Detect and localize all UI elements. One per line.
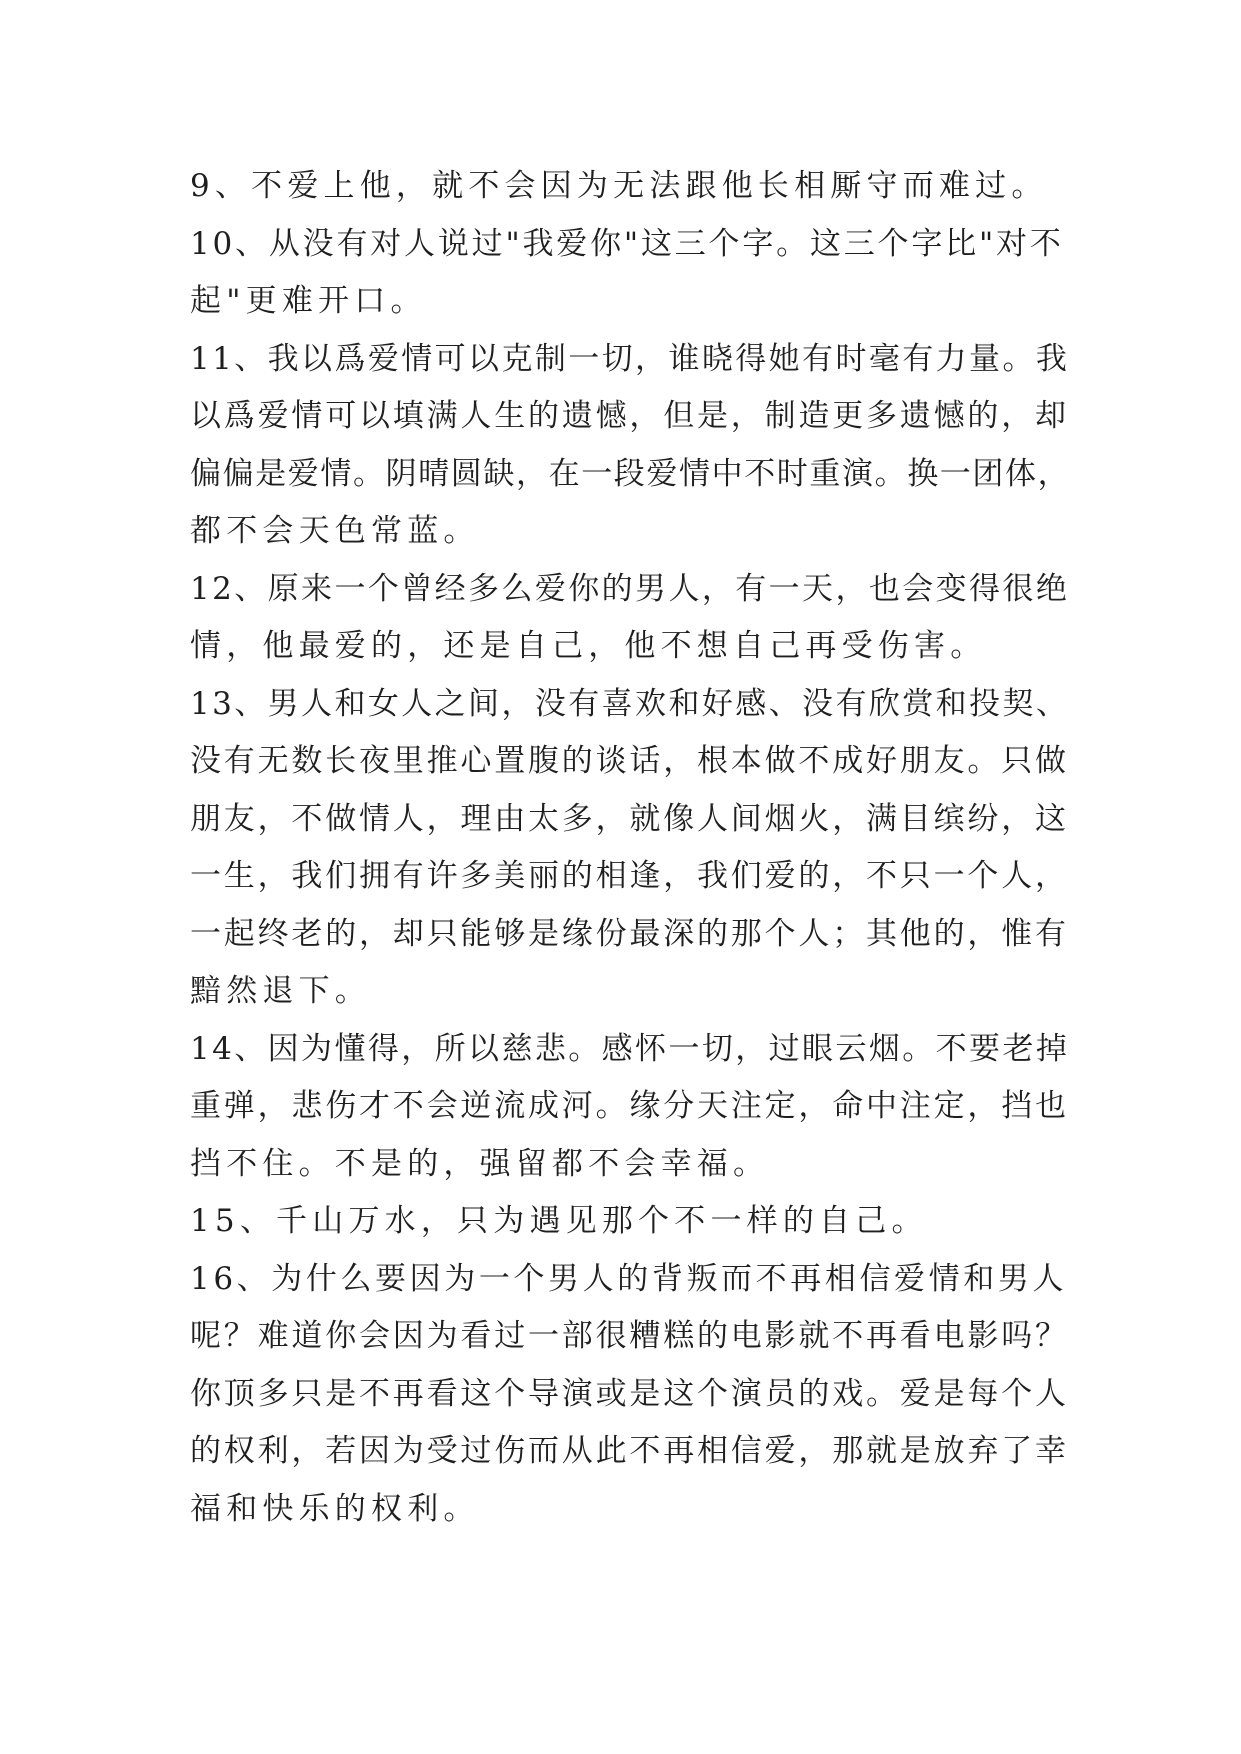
text-line: 情，他最爱的，还是自己，他不想自己再受伤害。 <box>190 628 987 664</box>
text-line: 14、因为懂得，所以慈悲。感怀一切，过眼云烟。不要老掉 <box>190 1030 1070 1067</box>
text-line: 的权利，若因为受过伤而从此不再相信爱，那就是放弃了幸 <box>190 1433 1069 1469</box>
text-line: 都不会天色常蓝。 <box>190 513 480 549</box>
text-line: 福和快乐的权利。 <box>190 1490 480 1527</box>
text-line: 9、不爱上他，就不会因为无法跟他长相厮守而难过。 <box>190 168 1048 204</box>
document-body <box>190 158 1070 1538</box>
text-line: 16、为什么要因为一个男人的背叛而不再相信爱情和男人 <box>190 1260 1068 1297</box>
text-line: 你顶多只是不再看这个导演或是这个演员的戏。爱是每个人 <box>190 1375 1069 1412</box>
text-line: 以爲爱情可以填满人生的遗憾，但是，制造更多遗憾的，却 <box>190 398 1069 434</box>
text-line: 偏偏是爱情。阴晴圆缺，在一段爱情中不时重演。换一团体， <box>190 455 1070 492</box>
text-line: 呢？难道你会因为看过一部很糟糕的电影就不再看电影吗？ <box>190 1318 1069 1354</box>
text-line: 起"更难开口。 <box>190 283 427 319</box>
text-line: 10、从没有对人说过"我爱你"这三个字。这三个字比"对不 <box>190 225 1064 262</box>
text-line: 一生，我们拥有许多美丽的相逢，我们爱的，不只一个人， <box>190 858 1069 894</box>
text-line: 11、我以爲爱情可以克制一切，谁晓得她有时毫有力量。我 <box>190 340 1070 377</box>
text-line: 15、千山万水，只为遇见那个不一样的自己。 <box>190 1203 928 1239</box>
text-line: 一起终老的，却只能够是缘份最深的那个人；其他的，惟有 <box>190 915 1069 952</box>
text-line: 挡不住。不是的，强留都不会幸福。 <box>190 1145 770 1182</box>
text-line: 黯然退下。 <box>190 973 371 1009</box>
text-line: 没有无数长夜里推心置腹的谈话，根本做不成好朋友。只做 <box>190 743 1069 779</box>
text-line: 朋友，不做情人，理由太多，就像人间烟火，满目缤纷，这 <box>190 800 1069 837</box>
text-line: 12、原来一个曾经多么爱你的男人，有一天，也会变得很绝 <box>190 570 1070 607</box>
text-line: 13、男人和女人之间，没有喜欢和好感、没有欣赏和投契、 <box>190 685 1070 722</box>
text-line: 重弹，悲伤才不会逆流成河。缘分天注定，命中注定，挡也 <box>190 1088 1069 1124</box>
